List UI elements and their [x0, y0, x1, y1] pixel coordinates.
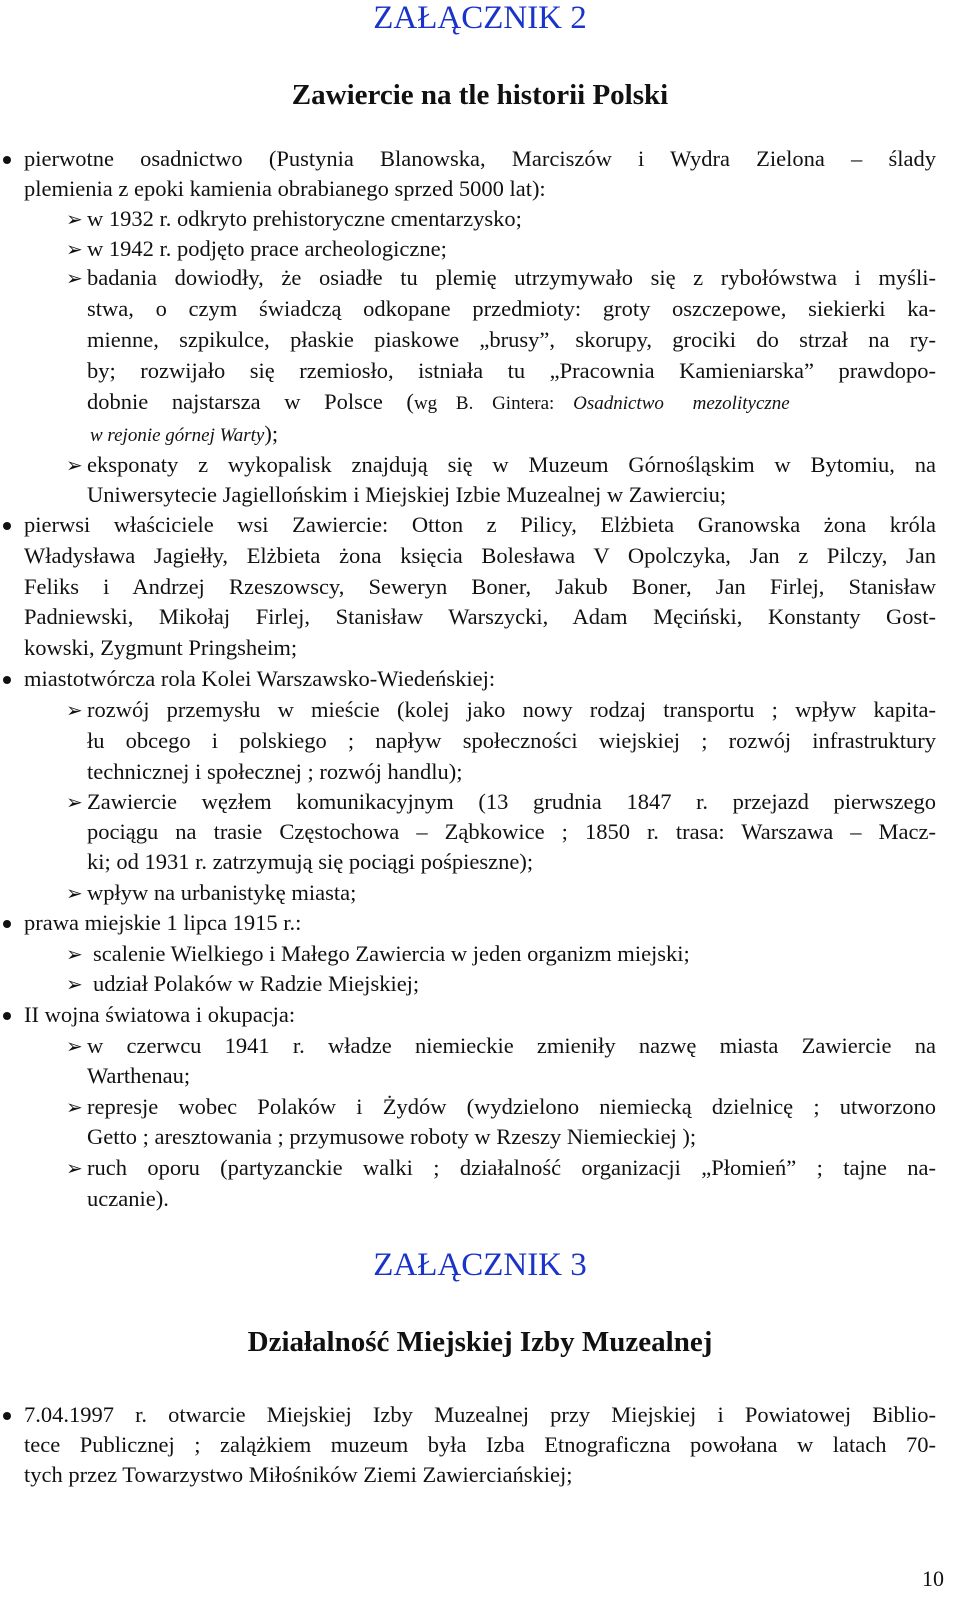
text-line: badania dowiodły, że osiadłe tu plemię utrzymywało się z rybołówstwa i myśli- [87, 265, 936, 290]
citation-line [87, 387, 936, 419]
text-line: technicznej i społecznej ; rozwój handlu); [87, 759, 463, 784]
arrow-bullet-icon: ➢ [66, 942, 83, 966]
arrow-bullet-icon: ➢ [66, 1095, 83, 1119]
text-line: uczanie). [87, 1186, 169, 1211]
arrow-bullet-icon: ➢ [66, 1156, 83, 1180]
text-line: scalenie Wielkiego i Małego Zawiercia w jeden organizm miejski; [93, 941, 690, 966]
arrow-bullet-icon: ➢ [66, 207, 83, 231]
annex3-heading: ZAŁĄCZNIK 3 [373, 1247, 587, 1283]
annex3-title: Działalność Miejskiej Izby Muzealnej [247, 1326, 713, 1358]
text-line: miastotwórcza rola Kolei Warszawsko-Wiedeńskiej: [24, 666, 496, 691]
text-line: II wojna światowa i okupacja: [24, 1002, 296, 1027]
text-line: udział Polaków w Radzie Miejskiej; [93, 971, 420, 996]
text-line: Uniwersytecie Jagiellońskim i Miejskiej Izbie Muzealnej w Zawierciu; [87, 482, 727, 507]
text-line: eksponaty z wykopalisk znajdują się w Muzeum Górnośląskim w Bytomiu, na [87, 452, 936, 477]
annex2-title: Zawiercie na tle historii Polski [291, 79, 669, 111]
text-line: tych przez Towarzystwo Miłośników Ziemi Zawierciańskiej; [24, 1462, 573, 1487]
arrow-bullet-icon: ➢ [66, 453, 83, 477]
citation-title: Osadnictwo mezolityczne [573, 393, 790, 414]
text-line: mienne, szpikulce, płaskie piaskowe „brusy”, skorupy, grociki do strzał na ry- [87, 327, 936, 352]
arrow-bullet-icon: ➢ [66, 881, 83, 905]
text-line: w 1932 r. odkryto prehistoryczne cmentarzysko; [87, 206, 522, 231]
text-line: plemienia z epoki kamienia obrabianego sprzed 5000 lat): [24, 176, 546, 201]
bullet-icon [3, 156, 11, 164]
text-line: Feliks i Andrzej Rzeszowscy, Seweryn Boner, Jakub Boner, Jan Firlej, Stanisław [24, 574, 936, 599]
arrow-bullet-icon: ➢ [66, 698, 83, 722]
bullet-icon [3, 1412, 11, 1420]
text-line: represje wobec Polaków i Żydów (wydzielono niemiecką dzielnicę ; utworzono [87, 1094, 936, 1119]
arrow-bullet-icon: ➢ [66, 1034, 83, 1058]
bullet-icon [3, 522, 11, 530]
arrow-bullet-icon: ➢ [66, 237, 83, 261]
bullet-icon [3, 676, 11, 684]
text-line: ruch oporu (partyzanckie walki ; działalność organizacji „Płomień” ; tajne na- [87, 1155, 936, 1180]
text-line: Warthenau; [87, 1063, 191, 1088]
text-line: pociągu na trasie Częstochowa – Ząbkowice ; 1850 r. trasa: Warszawa – Macz- [87, 819, 936, 844]
text-line: by; rozwijało się rzemiosło, istniała tu „Pracownia Kamieniarska” prawdopo- [87, 358, 936, 383]
text-line: Władysława Jagiełły, Elżbieta żona księcia Bolesława V Opolczyka, Jan z Pilczy, Jan [24, 543, 936, 568]
text-line: prawa miejskie 1 lipca 1915 r.: [24, 910, 302, 935]
text-line: tece Publicznej ; zalążkiem muzeum była Izba Etnograficzna powołana w latach 70- [24, 1432, 936, 1457]
text-segment: ); [264, 421, 279, 446]
text-line: w 1942 r. podjęto prace archeologiczne; [87, 236, 447, 261]
text-line: pierwsi właściciele wsi Zawiercie: Otton z Pilicy, Elżbieta Granowska żona króla [24, 512, 936, 537]
page-number: 10 [922, 1566, 944, 1591]
text-line: Padniewski, Mikołaj Firlej, Stanisław Warszycki, Adam Męciński, Konstanty Gost- [24, 604, 936, 629]
arrow-bullet-icon: ➢ [66, 972, 83, 996]
arrow-bullet-icon: ➢ [66, 790, 83, 814]
text-line: ki; od 1931 r. zatrzymują się pociągi pośpieszne); [87, 849, 534, 874]
bullet-icon [3, 1012, 11, 1020]
text-line: w czerwcu 1941 r. władze niemieckie zmieniły nazwę miasta Zawiercie na [87, 1033, 936, 1058]
annex2-heading: ZAŁĄCZNIK 2 [373, 0, 587, 36]
text-line: rozwój przemysłu w mieście (kolej jako nowy rodzaj transportu ; wpływ kapita- [87, 697, 936, 722]
text-line: pierwotne osadnictwo (Pustynia Blanowska, Marciszów i Wydra Zielona – ślady [24, 146, 936, 171]
text-line: Zawiercie węzłem komunikacyjnym (13 grudnia 1847 r. przejazd pierwszego [87, 789, 936, 814]
citation-line [90, 419, 936, 451]
text-line: Getto ; aresztowania ; przymusowe roboty w Rzeszy Niemieckiej ); [87, 1124, 697, 1149]
text-segment: dobnie najstarsza w Polsce ( [87, 389, 414, 414]
citation-title: w rejonie górnej Warty [90, 425, 265, 446]
citation-author: wg B. Gintera: [413, 393, 574, 414]
text-line: łu obcego i polskiego ; napływ społeczności wiejskiej ; rozwój infrastruktury [87, 728, 936, 753]
arrow-bullet-icon: ➢ [66, 266, 83, 290]
text-line: wpływ na urbanistykę miasta; [87, 880, 357, 905]
text-line: 7.04.1997 r. otwarcie Miejskiej Izby Muzealnej przy Miejskiej i Powiatowej Biblio- [24, 1402, 936, 1427]
text-line: kowski, Zygmunt Pringsheim; [24, 635, 298, 660]
bullet-icon [3, 920, 11, 928]
text-line: stwa, o czym świadczą odkopane przedmioty: groty oszczepowe, siekierki ka- [87, 296, 936, 321]
